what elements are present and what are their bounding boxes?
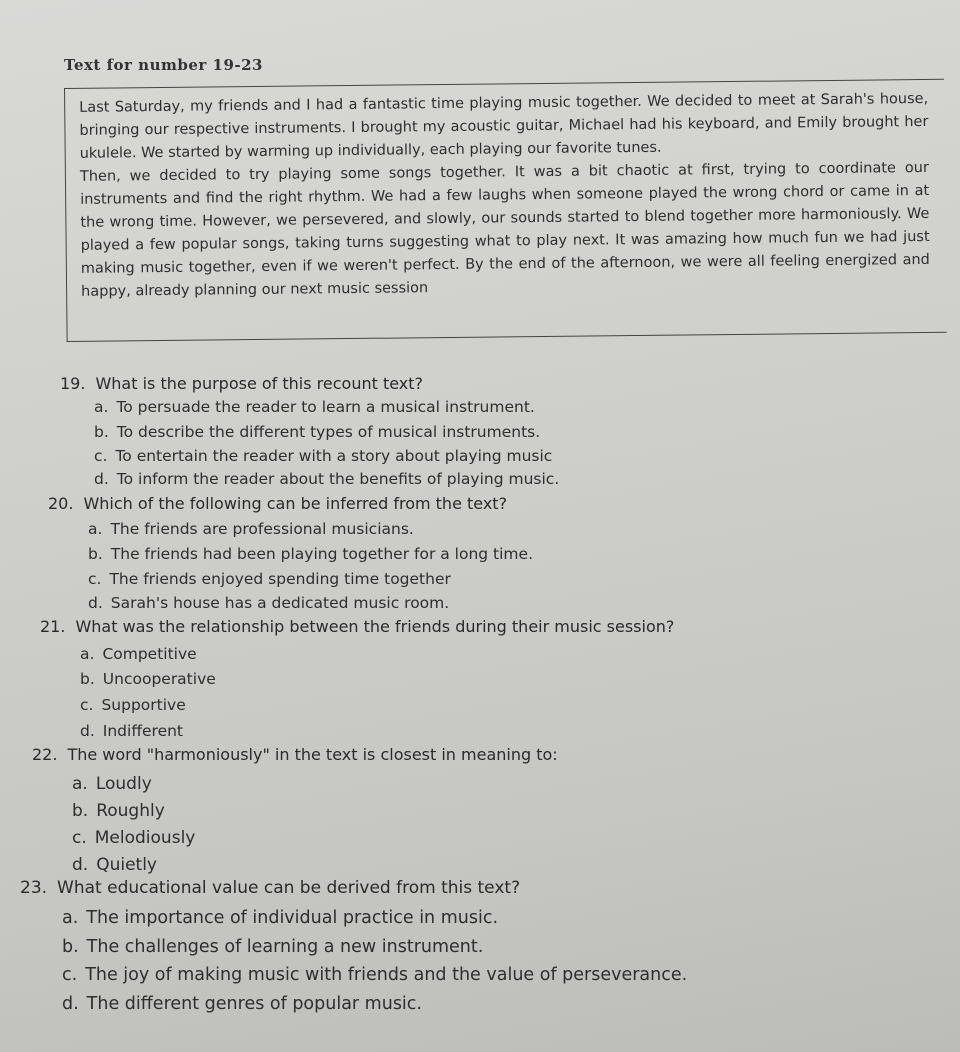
option-text: The challenges of learning a new instrument. <box>86 937 484 957</box>
question-number: 19. <box>60 374 86 393</box>
q19-option-c <box>94 447 552 465</box>
option-letter: b. <box>72 801 89 821</box>
q20-option-c <box>88 570 451 588</box>
option-text: Quietly <box>96 855 157 875</box>
question-number: 21. <box>40 617 66 636</box>
option-text: The different genres of popular music. <box>86 994 422 1014</box>
q23-option-c <box>62 965 687 985</box>
option-letter: d. <box>88 594 103 612</box>
option-letter: d. <box>62 994 79 1014</box>
option-text: Competitive <box>102 645 197 663</box>
option-text: To entertain the reader with a story about playing music <box>115 447 553 465</box>
q23-option-a <box>62 908 498 928</box>
option-letter: c. <box>88 570 102 588</box>
q20-option-b <box>88 545 533 563</box>
q20-option-a <box>88 520 414 538</box>
option-text: The importance of individual practice in music. <box>86 908 499 928</box>
option-letter: c. <box>72 828 87 848</box>
q23-option-b <box>62 937 483 957</box>
option-letter: d. <box>94 470 109 488</box>
option-text: Sarah's house has a dedicated music room. <box>110 594 450 612</box>
option-letter: d. <box>80 722 95 740</box>
q22-option-a <box>72 774 152 794</box>
option-text: Roughly <box>96 801 165 821</box>
option-letter: a. <box>80 645 95 663</box>
option-text: Indifferent <box>102 722 184 740</box>
option-letter: a. <box>72 774 88 794</box>
question-text: Which of the following can be inferred from the text? <box>83 494 508 513</box>
q23-option-d <box>62 994 422 1014</box>
option-text: The joy of making music with friends and the value of perseverance. <box>85 965 688 985</box>
option-text: Supportive <box>101 696 186 714</box>
question-number: 23. <box>20 878 48 898</box>
q22-option-c <box>72 828 195 848</box>
option-letter: b. <box>80 670 95 688</box>
question-21 <box>40 617 674 636</box>
question-number: 22. <box>32 745 58 764</box>
question-text: What was the relationship between the friends during their music session? <box>75 617 675 636</box>
question-text: The word "harmoniously" in the text is closest in meaning to: <box>67 745 558 764</box>
passage-paragraph-1: Last Saturday, my friends and I had a fantastic time playing music together. We decided to meet at Sarah's house, bringing our respective instruments. I brought my acoustic guitar, Michael had his keyboard, and Emily brought her ukulele. We started by warming up individually, each playing our favorite tunes. <box>79 90 929 162</box>
option-letter: b. <box>94 423 109 441</box>
question-19 <box>60 374 423 393</box>
question-23 <box>20 878 520 898</box>
option-text: The friends are professional musicians. <box>110 520 414 538</box>
passage-paragraph-2: Then, we decided to try playing some songs together. It was a bit chaotic at first, trying to coordinate our instruments and find the right rhythm. We had a few laughs when someone played the wrong chord or came in at the wrong time. However, we persevered, and slowly, our sounds started to blend together more harmoniously. We played a few popular songs, taking turns suggesting what to play next. It was amazing how much fun we had just making music together, even if we weren't perfect. By the end of the afternoon, we were all feeling energized and happy, already planning our next music session <box>79 159 930 300</box>
question-number: 20. <box>48 494 74 513</box>
option-letter: d. <box>72 855 89 875</box>
question-text: What educational value can be derived from this text? <box>57 878 521 898</box>
q19-option-a <box>94 398 535 416</box>
option-letter: c. <box>94 447 108 465</box>
q21-option-c <box>80 696 186 714</box>
q21-option-a <box>80 645 197 663</box>
option-letter: c. <box>62 965 78 985</box>
q21-option-d <box>80 722 183 740</box>
q22-option-b <box>72 801 165 821</box>
question-20 <box>48 494 507 513</box>
question-text: What is the purpose of this recount text? <box>95 374 424 393</box>
option-letter: a. <box>88 520 103 538</box>
option-text: Loudly <box>95 774 152 794</box>
q19-option-b <box>94 423 540 441</box>
option-text: To describe the different types of musical instruments. <box>116 423 541 441</box>
option-text: Uncooperative <box>102 670 216 688</box>
option-letter: b. <box>88 545 103 563</box>
option-text: The friends had been playing together for a long time. <box>110 545 533 563</box>
q19-option-d <box>94 470 559 488</box>
passage-heading: Text for number 19-23 <box>64 56 263 74</box>
option-text: The friends enjoyed spending time together <box>109 570 451 588</box>
question-22 <box>32 745 558 764</box>
option-letter: a. <box>94 398 109 416</box>
option-text: To inform the reader about the benefits of playing music. <box>116 470 560 488</box>
option-text: To persuade the reader to learn a musical instrument. <box>116 398 535 416</box>
q21-option-b <box>80 670 216 688</box>
q22-option-d <box>72 855 157 875</box>
option-text: Melodiously <box>94 828 196 848</box>
reading-passage-box <box>64 79 947 342</box>
option-letter: a. <box>62 908 79 928</box>
option-letter: c. <box>80 696 94 714</box>
option-letter: b. <box>62 937 79 957</box>
q20-option-d <box>88 594 449 612</box>
